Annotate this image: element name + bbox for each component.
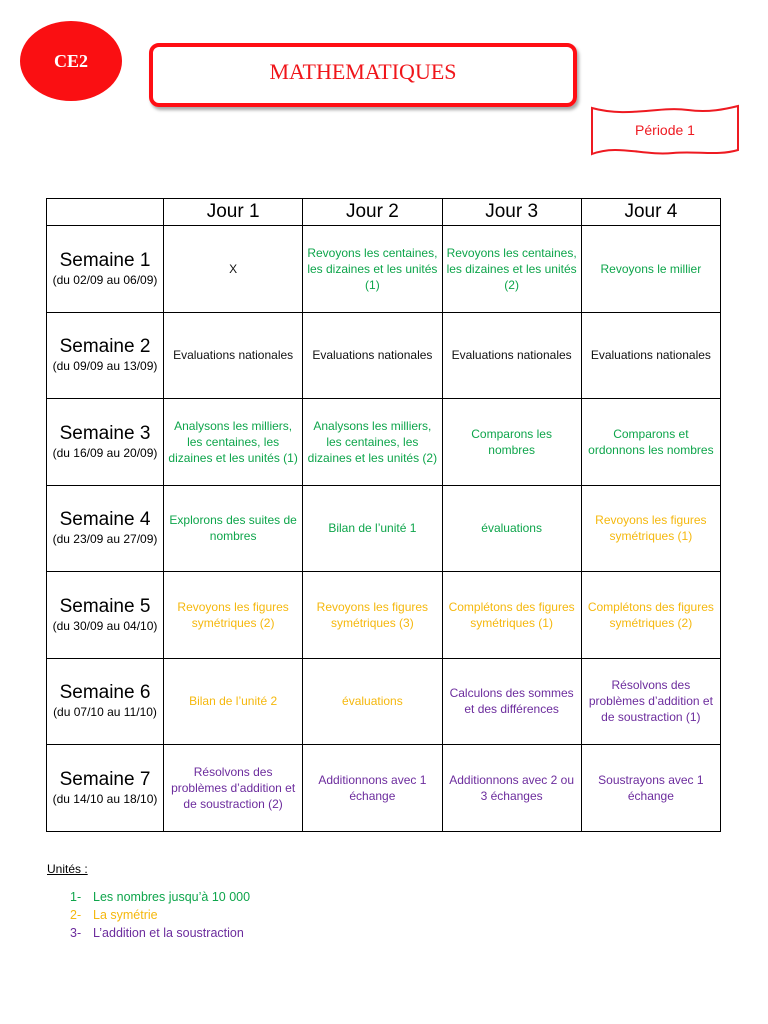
lesson-cell: Calculons des sommes et des différences — [442, 658, 581, 745]
lesson-cell: Résolvons des problèmes d’addition et de soustraction (2) — [164, 745, 303, 832]
lesson-cell: Revoyons les figures symétriques (2) — [164, 572, 303, 659]
week-name: Semaine 6 — [59, 682, 151, 704]
units-title: Unités : — [47, 862, 88, 876]
table-row — [47, 399, 721, 486]
lesson-cell: évaluations — [303, 658, 442, 745]
table-row — [47, 658, 721, 745]
lesson-cell: Soustrayons avec 1 échange — [581, 745, 720, 832]
lesson-cell: Analysons les milliers, les centaines, les dizaines et les unités (1) — [164, 399, 303, 486]
lesson-cell: Complétons des figures symétriques (1) — [442, 572, 581, 659]
week-cell — [47, 226, 164, 313]
week-dates: (du 23/09 au 27/09) — [52, 532, 158, 547]
unit-item — [70, 906, 250, 924]
lesson-cell: Evaluations nationales — [303, 312, 442, 399]
unit-label: La symétrie — [93, 908, 158, 922]
week-dates: (du 14/10 au 18/10) — [52, 791, 158, 806]
lesson-cell: Additionnons avec 2 ou 3 échanges — [442, 745, 581, 832]
level-badge — [20, 21, 122, 101]
lesson-cell: Résolvons des problèmes d’addition et de soustraction (1) — [581, 658, 720, 745]
lesson-cell: Bilan de l’unité 1 — [303, 485, 442, 572]
table-row — [47, 226, 721, 313]
week-dates: (du 16/09 au 20/09) — [52, 445, 158, 460]
week-name: Semaine 2 — [59, 336, 151, 358]
lesson-cell: Revoyons les figures symétriques (3) — [303, 572, 442, 659]
unit-number: 2- — [70, 908, 82, 922]
lesson-cell: Explorons des suites de nombres — [164, 485, 303, 572]
week-cell — [47, 745, 164, 832]
lesson-cell: Revoyons les figures symétriques (1) — [581, 485, 720, 572]
corner-cell — [47, 199, 164, 226]
week-dates: (du 07/10 au 11/10) — [53, 705, 157, 720]
lesson-cell: évaluations — [442, 485, 581, 572]
lesson-cell: Revoyons le millier — [581, 226, 720, 313]
unit-number: 3- — [70, 926, 82, 940]
table-row — [47, 485, 721, 572]
lesson-cell: Bilan de l’unité 2 — [164, 658, 303, 745]
unit-label: L’addition et la soustraction — [93, 926, 244, 940]
week-dates: (du 30/09 au 04/10) — [52, 618, 158, 633]
lesson-cell: Evaluations nationales — [442, 312, 581, 399]
unit-number: 1- — [70, 890, 82, 904]
units-list — [70, 888, 250, 942]
week-cell — [47, 572, 164, 659]
week-name: Semaine 7 — [59, 768, 151, 790]
lesson-cell: Comparons les nombres — [442, 399, 581, 486]
lesson-cell: Additionnons avec 1 échange — [303, 745, 442, 832]
unit-item — [70, 888, 250, 906]
table-header-row — [47, 199, 721, 226]
level-label: CE2 — [53, 50, 88, 71]
table-row — [47, 312, 721, 399]
column-header: Jour 4 — [581, 199, 720, 226]
lesson-cell: Analysons les milliers, les centaines, les dizaines et les unités (2) — [303, 399, 442, 486]
column-header: Jour 3 — [442, 199, 581, 226]
table-row — [47, 572, 721, 659]
lesson-cell: Evaluations nationales — [164, 312, 303, 399]
unit-item — [70, 924, 250, 942]
week-cell — [47, 658, 164, 745]
lesson-cell: Revoyons les centaines, les dizaines et les unités (2) — [442, 226, 581, 313]
week-name: Semaine 4 — [59, 509, 151, 531]
lesson-cell: Complétons des figures symétriques (2) — [581, 572, 720, 659]
lesson-cell: Revoyons les centaines, les dizaines et les unités (1) — [303, 226, 442, 313]
title-box — [149, 43, 577, 107]
column-header: Jour 2 — [303, 199, 442, 226]
week-cell — [47, 485, 164, 572]
week-dates: (du 09/09 au 13/09) — [52, 359, 158, 374]
week-cell — [47, 312, 164, 399]
lesson-cell: Comparons et ordonnons les nombres — [581, 399, 720, 486]
period-label: Période 1 — [635, 122, 695, 138]
week-name: Semaine 3 — [59, 422, 151, 444]
week-name: Semaine 5 — [59, 595, 151, 617]
week-dates: (du 02/09 au 06/09) — [52, 272, 158, 287]
unit-label: Les nombres jusqu’à 10 000 — [93, 890, 251, 904]
column-header: Jour 1 — [164, 199, 303, 226]
week-cell — [47, 399, 164, 486]
schedule-table — [46, 198, 721, 832]
page-title: MATHEMATIQUES — [269, 59, 457, 84]
lesson-cell: X — [164, 226, 303, 313]
table-row — [47, 745, 721, 832]
week-name: Semaine 1 — [59, 249, 151, 271]
lesson-cell: Evaluations nationales — [581, 312, 720, 399]
